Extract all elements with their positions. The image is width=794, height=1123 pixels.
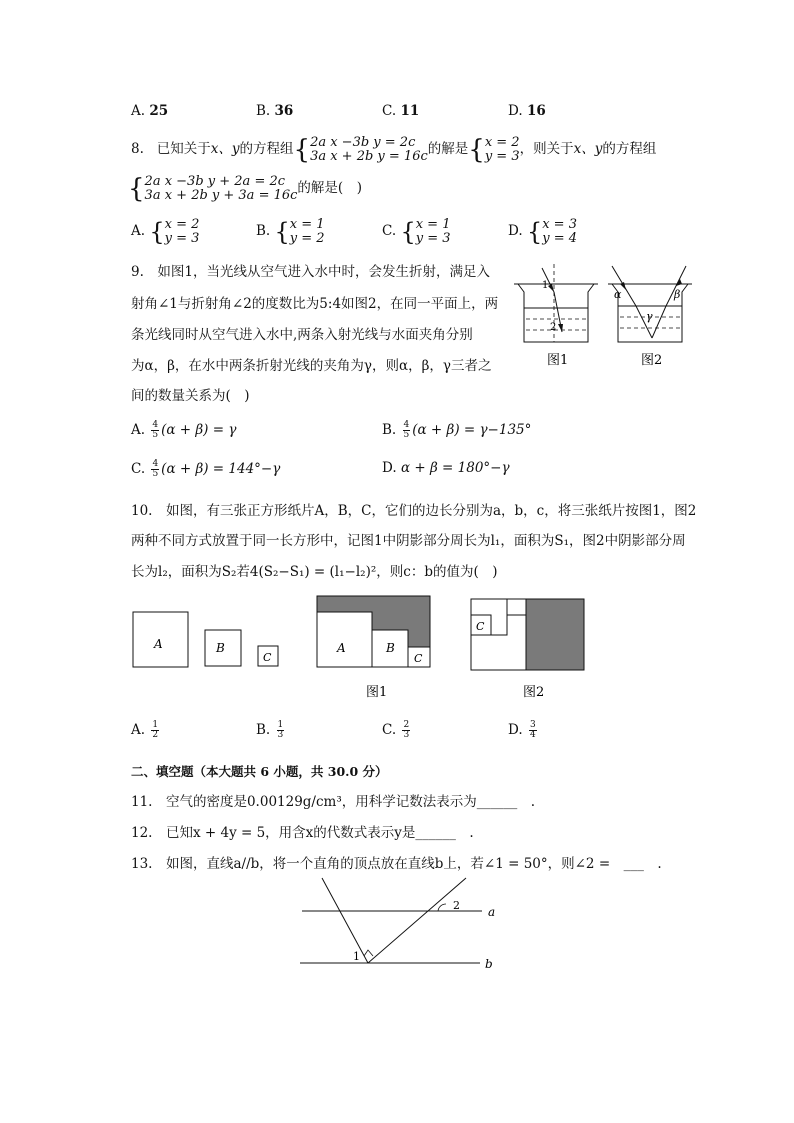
q9-fig2-beta: β <box>674 288 681 301</box>
q7-option-c: C. 11 <box>382 103 420 119</box>
q10-square-a-label: A <box>154 637 163 651</box>
section-2-heading: 二、填空题（本大题共 6 小题，共 30.0 分） <box>131 764 388 779</box>
q10-option-d: D. $\frac{3}{4}$ <box>508 720 536 740</box>
q8-line2: { 2a x −3b y + 2a = 2c 3a x + 2b y + 3a = 16c 的解是( ) <box>128 173 362 204</box>
q9-line5: 间的数量关系为( ) <box>131 388 250 404</box>
q13: 13. 如图，直线a//b，将一个直角的顶点放在直线b上，若∠1 = 50°，则∠2 = ___ . <box>131 856 662 872</box>
q7-option-b: B. 36 <box>256 103 294 119</box>
q10-option-a: A. $\frac{1}{2}$ <box>131 720 159 740</box>
q13-angle2-label: 2 <box>453 899 460 912</box>
q9-option-b: B. $\frac{4}{5}$ (α + β) = γ−135° <box>382 420 532 440</box>
q10-fig2-c: C <box>476 620 485 633</box>
q9-figure1 <box>512 262 602 372</box>
q9-figure2 <box>606 262 696 372</box>
q9-option-d: D. α + β = 180°−γ <box>382 460 510 476</box>
q8-option-a: A. { x = 2 y = 3 <box>131 216 200 246</box>
q10-fig1-caption: 图1 <box>366 685 388 700</box>
q10-square-b-label: B <box>216 641 225 655</box>
q8-option-d: D. { x = 3 y = 4 <box>508 216 577 246</box>
q10-line2: 两种不同方式放置于同一长方形中，记图1中阴影部分周长为l₁，面积为S₁，图2中阴影部分周 <box>131 533 686 549</box>
q9-option-a: A. $\frac{4}{5}$ (α + β) = γ <box>131 420 237 440</box>
q10-square-c-label: C <box>263 651 272 664</box>
q9-fig2-gamma: γ <box>646 310 653 323</box>
q7-option-d: D. 16 <box>508 103 546 119</box>
q10-option-b: B. $\frac{1}{3}$ <box>256 720 284 740</box>
q13-line-a-label: a <box>488 905 496 919</box>
q7-option-a: A. 25 <box>131 103 169 119</box>
q10-fig1-b: B <box>386 641 395 655</box>
q8-line1: 8. 已知关于x、y的方程组{ 2a x −3b y = 2c 3a x + 2b y = 16c 的解是{ x = 2 y = 3 ，则关于x、y的方程组 <box>131 134 657 165</box>
q8-option-b: B. { x = 1 y = 2 <box>256 216 325 246</box>
q9-line2: 射角∠1与折射角∠2的度数比为5:4如图2，在同一平面上，两 <box>131 296 499 312</box>
q10-line1: 10. 如图，有三张正方形纸片A，B，C，它们的边长分别为a，b，c，将三张纸片按图1，图2 <box>131 503 697 519</box>
q10-fig1-c: C <box>414 652 423 665</box>
q9-fig2-caption: 图2 <box>641 353 663 368</box>
q13-angle1-label: 1 <box>353 950 360 963</box>
q11: 11. 空气的密度是0.00129g/cm³，用科学记数法表示为______ . <box>131 794 536 810</box>
q10-fig2-caption: 图2 <box>523 685 545 700</box>
q9-fig1-angle2: 2 <box>550 322 557 333</box>
q13-figure <box>298 872 508 972</box>
q9-line3: 条光线同时从空气进入水中,两条入射光线与水面夹角分别 <box>131 327 473 343</box>
q9-option-c: C. $\frac{4}{5}$ (α + β) = 144°−γ <box>131 459 281 479</box>
q9-line4: 为α，β，在水中两条折射光线的夹角为γ，则α，β，γ三者之 <box>131 358 492 374</box>
q13-line-b-label: b <box>485 957 493 971</box>
q10-figures <box>130 596 600 706</box>
q9-fig1-angle1: 1 <box>542 280 549 291</box>
q9-fig1-caption: 图1 <box>547 353 569 368</box>
q9-line1: 9. 如图1，当光线从空气进入水中时，会发生折射，满足入 <box>131 264 490 280</box>
q10-fig1-a: A <box>337 641 346 655</box>
q10-line3: 长为l₂，面积为S₂若4(S₂−S₁) = (l₁−l₂)²，则c：b的值为( ) <box>131 564 498 580</box>
q12: 12. 已知x + 4y = 5，用含x的代数式表示y是______ . <box>131 825 474 841</box>
q8-option-c: C. { x = 1 y = 3 <box>382 216 451 246</box>
q9-fig2-alpha: α <box>614 288 622 301</box>
q10-option-c: C. $\frac{2}{3}$ <box>382 720 410 740</box>
